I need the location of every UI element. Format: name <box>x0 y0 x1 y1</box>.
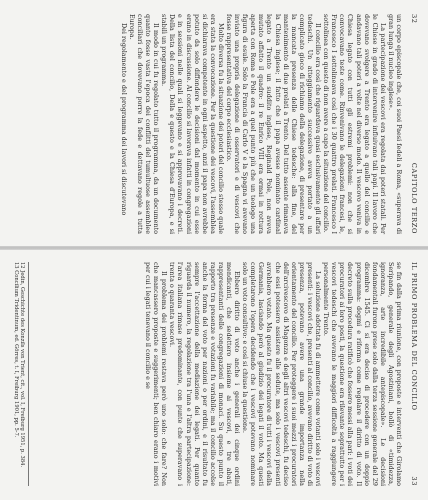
paragraph: Il problema dei problemi restava però uno solo: che fare? Non che mancassero proposte e suggerimenti; ben chiaro erano i motivi per cui i legati tenevano il concilio e se <box>144 262 169 486</box>
book-gutter <box>0 246 428 250</box>
left-page <box>8 8 420 240</box>
left-running-title: CAPITOLO TERZO <box>410 162 418 234</box>
footnotes <box>12 262 29 486</box>
paragraph: se fin dalla prima riunione, con proposte e interventi che Girolamo Seripando, generale degli Agostiniani, bollò di «timidezza, ignoranza, arte incredibile antepiscopale». Le decisioni fondamentali furono prese solo dalla terza sessione generale del 29 dicembre 1545. Ci si era deciso di procedere con un doppio programma: dogmi e riforma come regolare il diritto di voto. Il decreto sulla procedura ratificò che fossero messi alla pari: i voti dei procuratori ai loro posti, la questione era rilevante soprattutto per i vescovi tedeschi che avevano le maggiori difficoltà a raggiungere personalmente Trento. <box>322 262 403 486</box>
right-page <box>8 256 420 492</box>
paragraph: Dei regolamento e del programma dei lavori si discutevano <box>119 23 128 216</box>
footnote: 13 Concilium Tridentinum, ed. Görres, t. I, Freiburg 1901, pp. 5-7. <box>12 262 19 438</box>
left-page-text <box>120 14 403 234</box>
right-page-text <box>144 262 403 486</box>
paragraph: La partecipazione dei vescovi era regolata dai poteri statali. Per le Chiese in grado di intervenire influivano tali papi. Il lavoro che dovevano svolgere a Trento era legato a quello del concilio e andavano tali poteri a volte nel diverso modo. Il vescovo veniva in Chiesa legato con tutti gli estremi problemi: non che si convocavano teste come. Rinvenivano le delegazioni francesi, le, Francesco I sottolineava così che i 30 quattro prelati. Francesco I sottolinea con questo di non avere a capo la situazione del concilio. <box>322 14 387 234</box>
right-running-head <box>410 262 418 486</box>
paragraph: un corpo episcopale che, coi suoi Paesi fedeli a Roma, «superava di gran lunga il nucleo inglese». <box>386 14 403 234</box>
paragraph: Il concilio era così che riguardava quasi esclusivamente gli affari tedeschi. Un atteggiamento successivo aveva portato a un complicato gioco di richiamo della delegazione, di presentare per la mancata presenza delle Chiese tedesche: alla fine, del mantenimento di due prelati a Trento. Del tutto assente rimaneva la Chiesa inglese; il fatto che il papa avesse nominato cardinal legato a Trento un suddito inglese, Reginald Pole, non aveva mutato affatto il quadro: il re Enrico VIII era ormai in rottura aperta con Roma e Pole era a quel punto più che un teologo una figura di esule. Solo la Francia di Carlo V e la Spagna vi avevano inviato una propria delegazione di osservatori e di vescovi che fosse rappresentativa del corpo ecclesiastico. <box>225 14 323 234</box>
left-page-number: 32 <box>410 14 418 24</box>
left-running-head <box>410 14 418 234</box>
paragraph: Molto diversa fu la situazione dei poteri del concilio stesso quale era stata la convocazione. Per la questione dei vescovi, l'assemblea si dichiarava competente in ogni aspetto, anzi il papa non avrebbe potuto da solo diffondere le decisioni dal momento in cui esse erano in discussione. Al concilio si lavorava infatti in congregazioni e in sessioni nelle quali si leggevano e si approvavano i decreti. Della lista del concilio, Della e questo e la Chiesa d'Europa, e si stabilì un programma. <box>160 14 225 234</box>
paragraph: Il modo in cui fu regolato tutto il programma, da un documento quanto fosse vasta l'epoca dei conflitti del tumultuose assemblee conciliari che dovevano porre la fede e dettavano regole a tutta Europa. <box>127 14 161 234</box>
paragraph: Ebbero diritto di voto anche i generali dei cinque ordini mendicanti, che sedettero insieme ai vescovi, e tre abati, rappresentanti delle congregazioni di monaci. Su questo punto il rapporto tra presenze e votazioni fu variabile; ma il concilio accolse anche la forma del voto per nazioni o per ordini, e il risultato fu sempre l'accettazione della mediazione dei legati. Per quanto riguarda il numero, la regolazione tra l'una e l'altra partecipazione: l'area italiana rimase predominante, con punte che superavano i trenta o quaranta vescovi. <box>168 262 242 486</box>
right-page-number: 33 <box>410 476 418 486</box>
right-running-title: IL PRIMO PROBLEMA DEL CONCILIO <box>410 262 418 411</box>
footnote: 12 Jedin, Geschichte des Konzils von Trient, cit., vol. I, Freiburg 1951, p. 384. <box>19 262 26 468</box>
paragraph: La soluzione adottata fu di ammettere come votanti solo i vescovi presenti: i vescovi che, presenti al concilio, avevano diritto di voto di presenza, potevano avere una grande importanza nella orientamento del concilio. Per proteggere i suoi mezzi i procuratori dell'arcivescovo di Magonza e degli altri vescovi tedeschi, fu deciso che essi potessero assistere alle sedute, ma solo i vescovi presenti avrebbero votato. Ma questo fu il procuratore di tutti i vescovi della Germania, lasciando però al giudizio dei legati il voto. Ma questi completarono l'opera decidendo che i vescovi potevano nominare solo un voto consultivo: e così si chiuse la questione. <box>241 262 323 486</box>
